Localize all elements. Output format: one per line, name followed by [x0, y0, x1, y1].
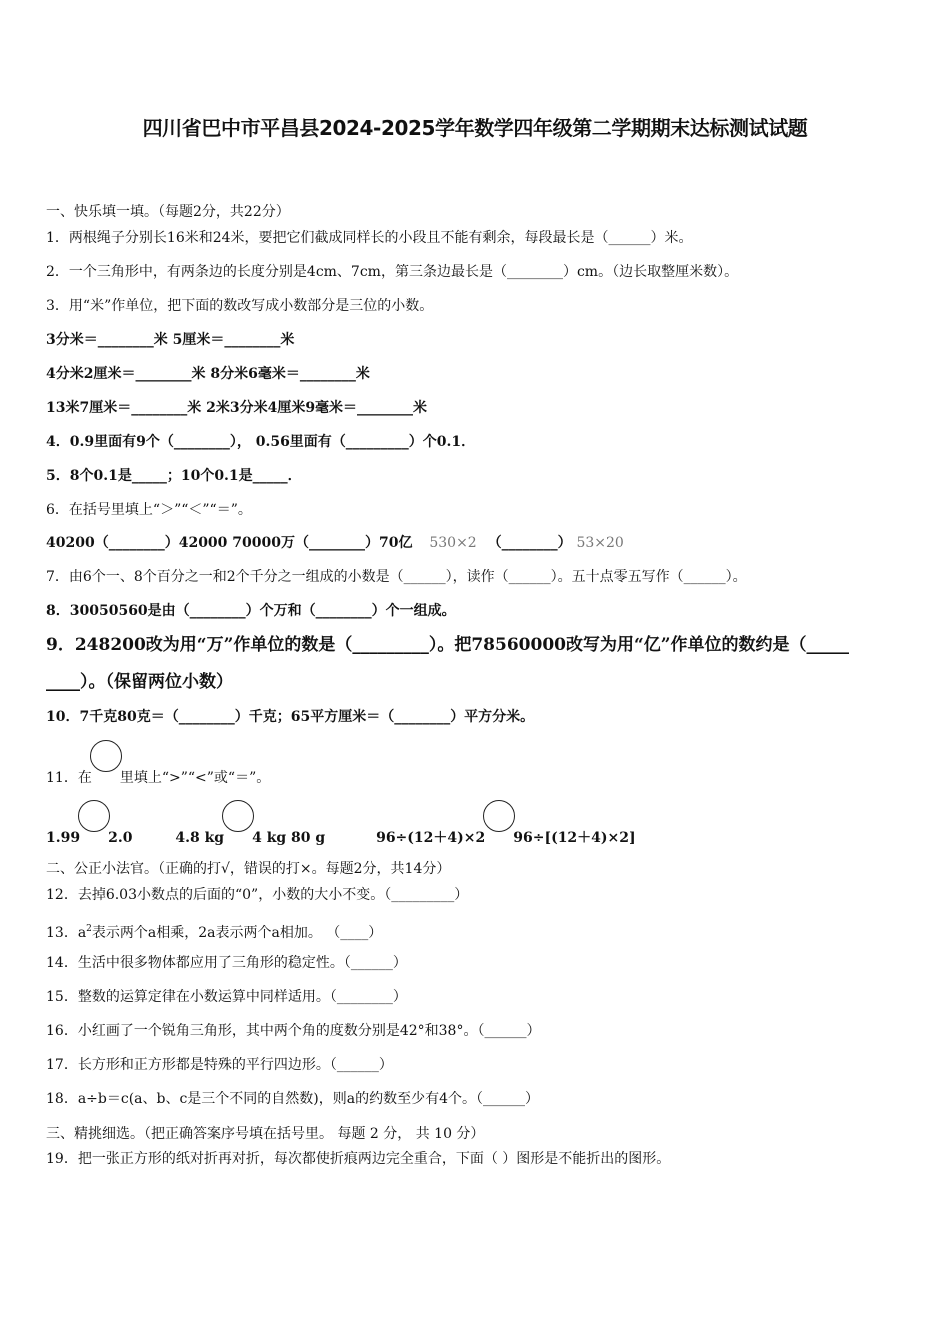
answer-circle	[90, 740, 122, 772]
question-13	[46, 919, 382, 943]
question-8: 8．30050560是由（________）个万和（________）个一组成。	[46, 603, 456, 619]
q11-item-3-right: 96÷[(12＋4)×2]	[513, 830, 636, 846]
question-11-items	[46, 814, 636, 848]
answer-circle	[222, 800, 254, 832]
section-1-heading: 一、快乐填一填。（每题2分，共22分）	[46, 204, 290, 220]
question-1: 1．两根绳子分别长16米和24米，要把它们截成同样长的小段且不能有剩余，每段最长是（______）米。	[46, 230, 693, 246]
q11-item-1-left: 1.99	[46, 830, 81, 846]
question-3: 3．用“米”作单位，把下面的数改写成小数部分是三位的小数。	[46, 298, 434, 314]
section-2-heading: 二、公正小法官。（正确的打√，错误的打×。每题2分，共14分）	[46, 861, 451, 877]
question-3b: 4分米2厘米＝________米 8分米6毫米＝________米	[46, 366, 370, 382]
question-14: 14．生活中很多物体都应用了三角形的稳定性。（______）	[46, 955, 407, 971]
question-3c: 13米7厘米＝________米 2米3分米4厘米9毫米＝________米	[46, 400, 428, 416]
question-18: 18．a÷b＝c(a、b、c是三个不同的自然数)，则a的约数至少有4个。（______）	[46, 1091, 540, 1107]
question-9b: ____）。（保留两位小数）	[46, 672, 233, 692]
question-6-row	[46, 533, 624, 553]
q11-item-1-right: 2.0	[108, 830, 133, 846]
question-4: 4．0.9里面有9个（________）， 0.56里面有（_________）个0.1．	[46, 434, 476, 450]
q11-item-2-left: 4.8 kg	[175, 830, 225, 846]
q11-item-2-right: 4 kg 80 g	[252, 830, 326, 846]
question-11-suffix: 里填上“>”“<”或“＝”。	[119, 770, 271, 786]
question-11	[46, 754, 270, 788]
q13-suffix: 表示两个a相乘，2a表示两个a相加。 （____）	[91, 925, 383, 941]
question-10: 10．7千克80克＝（________）千克；65平方厘米＝（________）平方分米。	[46, 709, 535, 725]
page-title: 四川省巴中市平昌县2024-2025学年数学四年级第二学期期末达标测试试题	[142, 116, 808, 140]
section-3-heading: 三、精挑细选。（把正确答案序号填在括号里。 每题 2 分， 共 10 分）	[46, 1126, 485, 1142]
question-2: 2．一个三角形中，有两条边的长度分别是4cm、7cm，第三条边最长是（________）cm。（边长取整厘米数）。	[46, 264, 739, 280]
question-12: 12．去掉6.03小数点的后面的“0”，小数的大小不变。（_________）	[46, 887, 469, 903]
question-3a: 3分米＝________米 5厘米＝________米	[46, 332, 295, 348]
q13-prefix: 13．a	[46, 925, 87, 941]
question-9a: 9．248200改为用“万”作单位的数是（_________）。把78560000改写为用“亿”作单位的数约是（_____	[46, 635, 850, 655]
q13-superscript: 2	[86, 924, 92, 934]
question-16: 16．小红画了一个锐角三角形，其中两个角的度数分别是42°和38°。（______）	[46, 1023, 541, 1039]
question-15: 15．整数的运算定律在小数运算中同样适用。（________）	[46, 989, 407, 1005]
q6-expr-left: 530×2	[429, 535, 477, 551]
question-19: 19．把一张正方形的纸对折再对折，每次都使折痕两边完全重合，下面（ ）图形是不能折出的图形。	[46, 1151, 671, 1167]
question-6a: 40200（________）42000 70000万（________）70亿	[46, 535, 413, 551]
answer-circle	[78, 800, 110, 832]
q6-blank: （________）	[487, 535, 572, 551]
question-17: 17．长方形和正方形都是特殊的平行四边形。（______）	[46, 1057, 393, 1073]
question-11-prefix: 11．在	[46, 770, 92, 786]
question-7: 7．由6个一、8个百分之一和2个千分之一组成的小数是（______），读作（______）。五十点零五写作（______）。	[46, 569, 747, 585]
question-5: 5．8个0.1是_____；10个0.1是_____．	[46, 468, 302, 484]
q11-item-3-left: 96÷(12＋4)×2	[376, 830, 486, 846]
answer-circle	[483, 800, 515, 832]
question-6: 6．在括号里填上“＞”“＜”“＝”。	[46, 502, 252, 518]
q6-expr-right: 53×20	[576, 535, 624, 551]
